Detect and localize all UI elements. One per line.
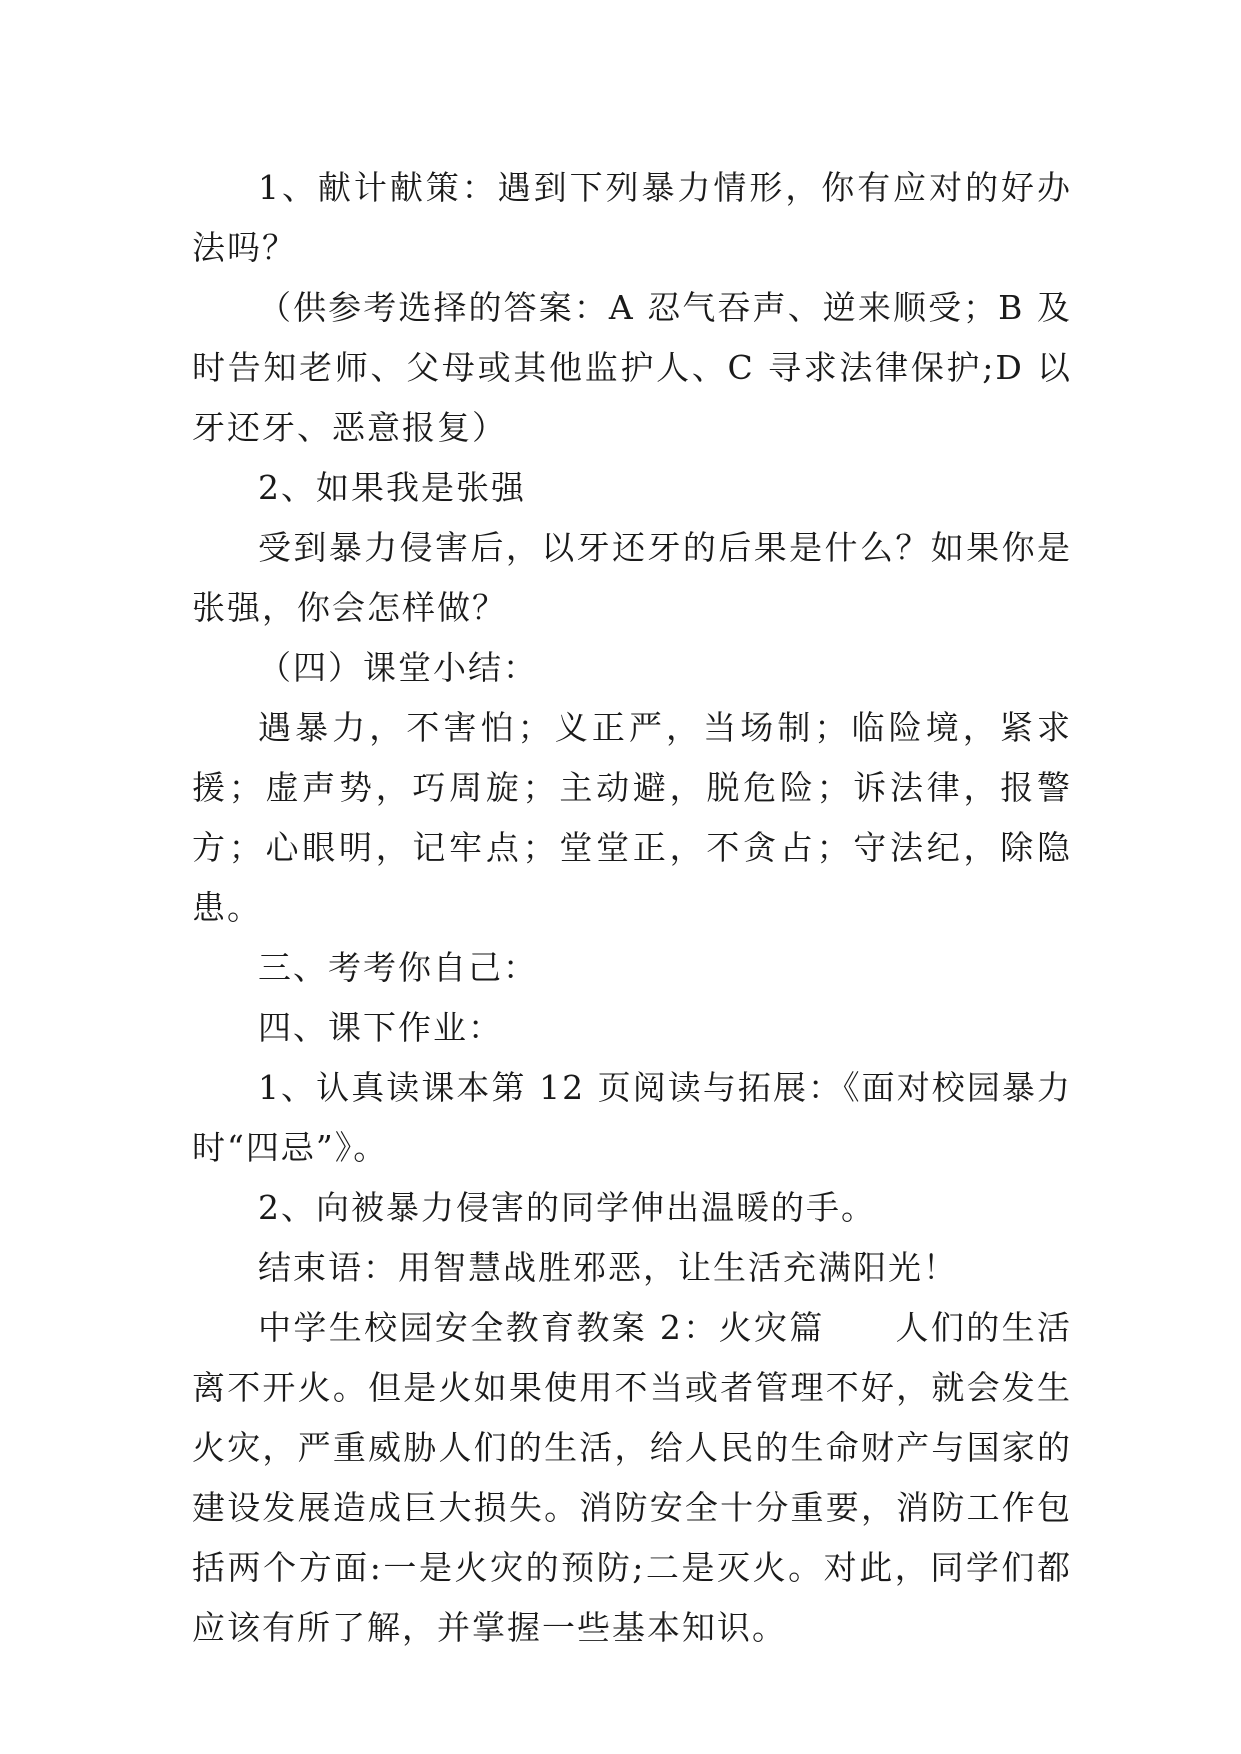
paragraph-suggestions-question: 1、献计献策：遇到下列暴力情形，你有应对的好办法吗？ (192, 168, 1072, 267)
document-body (192, 158, 1072, 1658)
paragraph-homework-1: 1、认真读课本第 12 页阅读与拓展：《面对校园暴力时“四忌”》。 (192, 1068, 1072, 1167)
paragraph-answer-options: （供参考选择的答案：A 忍气吞声、逆来顺受；B 及时告知老师、父母或其他监护人、C 寻求法律保护;D 以牙还牙、恶意报复） (192, 288, 1072, 447)
section-heading-summary: （四）课堂小结： (258, 648, 538, 687)
paragraph-fire-safety-intro: 中学生校园安全教育教案 2：火灾篇 人们的生活离不开火。但是火如果使用不当或者管理不好，就会发生火灾，严重威胁人们的生活，给人民的生命财产与国家的建设发展造成巨大损失。消防安全十分重要，消防工作包括两个方面:一是火灾的预防;二是灭火。对此，同学们都应该有所了解，并掌握一些基本知识。 (192, 1308, 1072, 1647)
paragraph-closing-words: 结束语：用智慧战胜邪恶，让生活充满阳光！ (258, 1248, 958, 1287)
paragraph-summary-rhyme: 遇暴力，不害怕；义正严，当场制；临险境，紧求援；虚声势，巧周旋；主动避，脱危险；诉法律，报警方；心眼明，记牢点；堂堂正，不贪占；守法纪，除隐患。 (192, 708, 1072, 927)
paragraph-if-i-were-zhangqiang: 2、如果我是张强 (258, 468, 526, 507)
paragraph-homework-2: 2、向被暴力侵害的同学伸出温暖的手。 (258, 1188, 876, 1227)
section-heading-homework: 四、课下作业： (258, 1008, 503, 1047)
section-heading-self-test: 三、考考你自己： (258, 948, 538, 987)
paragraph-retaliation-question: 受到暴力侵害后，以牙还牙的后果是什么？如果你是张强，你会怎样做？ (192, 528, 1072, 627)
